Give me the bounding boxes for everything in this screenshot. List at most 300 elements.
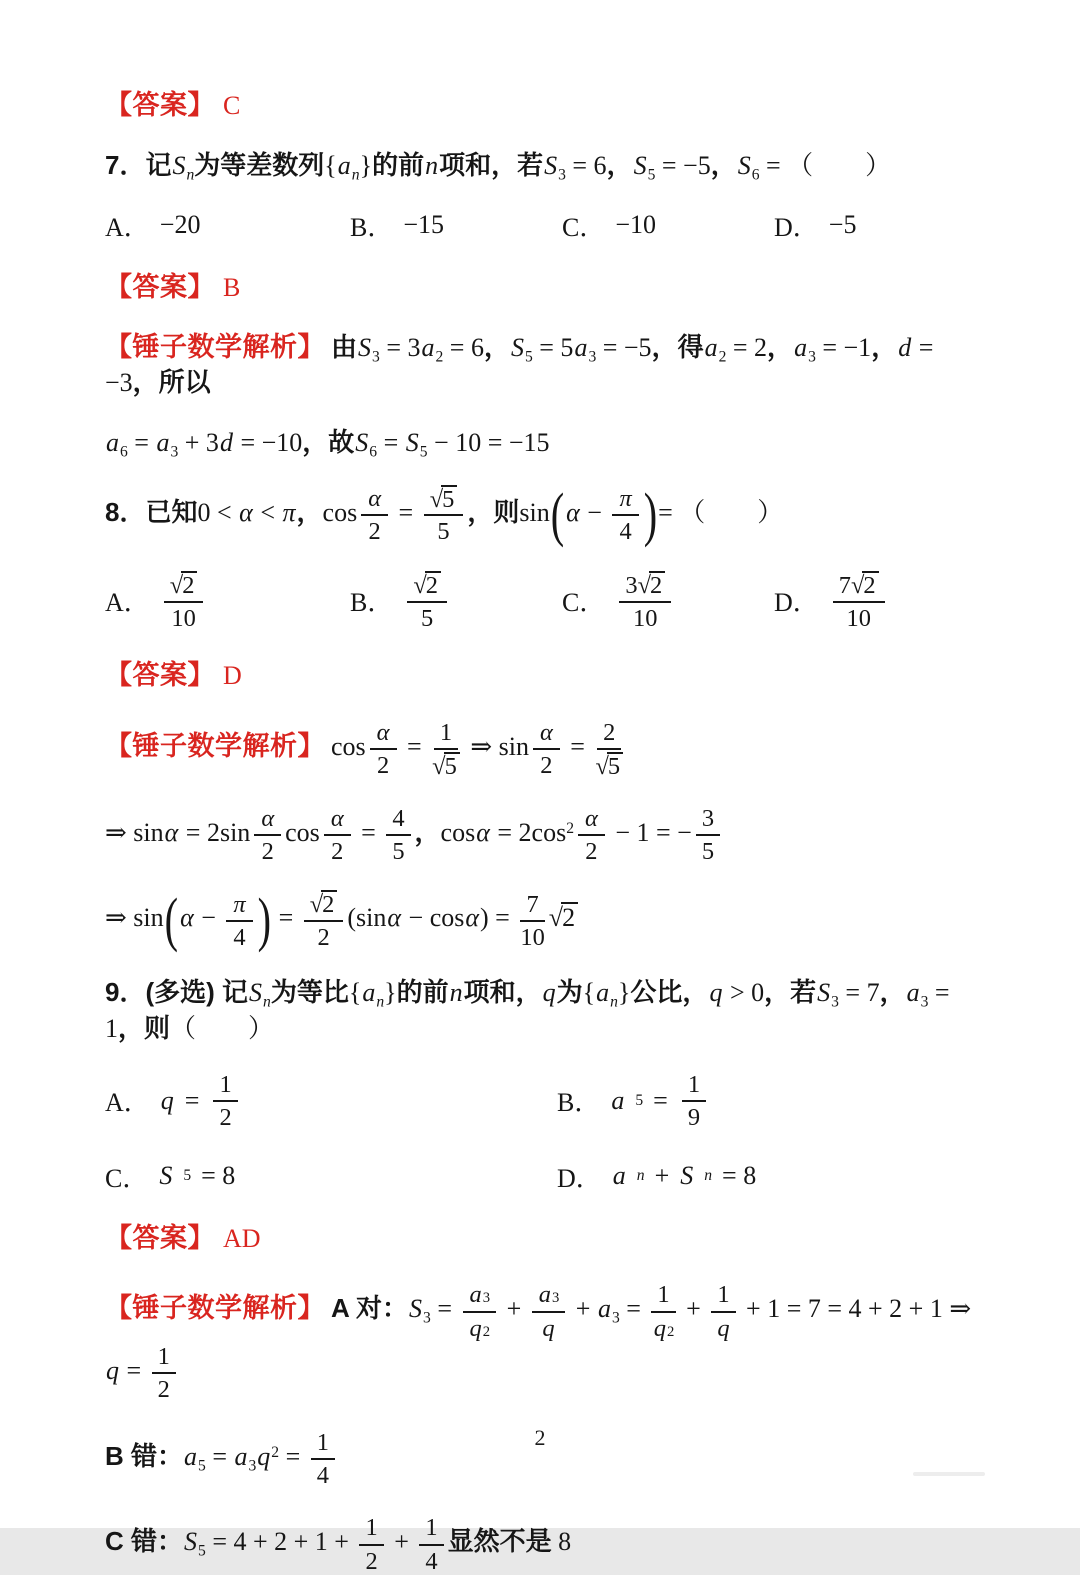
bold-text-run: 7． bbox=[105, 149, 146, 180]
analysis-8-line-3 bbox=[105, 885, 980, 954]
math-variable: a bbox=[538, 1281, 551, 1309]
math-variable: α bbox=[330, 804, 344, 832]
subscript: 5 bbox=[647, 166, 656, 184]
fraction-numerator bbox=[213, 1070, 237, 1102]
math-variable: q bbox=[717, 1314, 730, 1342]
fraction bbox=[361, 484, 388, 546]
analysis-label: 【锤子数学解析】 bbox=[105, 1293, 325, 1324]
fraction bbox=[533, 718, 560, 780]
fraction-denominator bbox=[619, 516, 631, 545]
subscript: n bbox=[610, 993, 618, 1011]
subscript: 3 bbox=[588, 348, 597, 366]
math-variable: π bbox=[619, 484, 632, 512]
option-a bbox=[105, 1070, 557, 1132]
math-variable: q bbox=[709, 978, 723, 1008]
fraction-numerator bbox=[254, 804, 281, 836]
math-text: 1 bbox=[157, 1342, 170, 1370]
analysis-7-line-1 bbox=[105, 330, 980, 401]
math-text: 4 bbox=[619, 518, 632, 546]
analysis-label: 【锤子数学解析】 bbox=[105, 331, 325, 362]
math-text: = bbox=[127, 427, 156, 457]
math-text: 2 bbox=[219, 1104, 232, 1132]
option-letter: C． bbox=[105, 1163, 149, 1193]
math-text: 7 bbox=[838, 571, 851, 599]
radical-icon: √ bbox=[413, 572, 427, 600]
subscript: 5 bbox=[419, 442, 428, 460]
math-variable: n bbox=[425, 150, 439, 180]
document-content bbox=[105, 88, 980, 1575]
analysis-8-line-2 bbox=[105, 804, 980, 866]
fraction-numerator bbox=[361, 484, 388, 516]
math-text: 2 bbox=[365, 1547, 378, 1575]
fraction-denominator bbox=[595, 750, 623, 779]
square-root bbox=[430, 485, 458, 512]
fraction bbox=[359, 1513, 383, 1575]
option-b bbox=[350, 207, 562, 244]
math-text: = bbox=[272, 903, 300, 933]
fraction-numerator bbox=[463, 1280, 497, 1312]
math-text: (sin bbox=[347, 903, 387, 933]
page-number: 2 bbox=[534, 1425, 546, 1450]
text-run: ， bbox=[296, 496, 323, 527]
math-variable: S bbox=[680, 1161, 694, 1191]
math-variable: α bbox=[376, 718, 390, 746]
math-text: 1 bbox=[439, 718, 453, 746]
fraction-denominator bbox=[317, 1460, 329, 1489]
math-text: cos bbox=[285, 817, 320, 847]
fraction bbox=[213, 1070, 237, 1132]
option-b bbox=[557, 1070, 980, 1132]
sqrt-radicand: 2 bbox=[321, 890, 337, 917]
math-text: = bbox=[377, 427, 405, 457]
math-text: cos bbox=[322, 497, 358, 527]
option-b bbox=[350, 570, 562, 632]
page-footer bbox=[0, 1422, 1080, 1452]
math-text: −20 bbox=[159, 210, 201, 240]
math-variable: n bbox=[449, 978, 463, 1008]
analysis-9-line-3 bbox=[105, 1513, 980, 1575]
math-variable: a bbox=[596, 978, 610, 1008]
math-variable: α bbox=[539, 718, 553, 746]
math-text: + bbox=[654, 1161, 670, 1191]
math-text: 1 bbox=[219, 1070, 232, 1098]
fraction-denominator bbox=[425, 1546, 437, 1575]
math-variable: S bbox=[510, 332, 524, 362]
text-run: 公比， bbox=[630, 977, 709, 1008]
math-text: + bbox=[679, 1294, 708, 1324]
fraction-denominator bbox=[317, 922, 329, 951]
math-text: = 1 bbox=[105, 978, 950, 1043]
fraction-numerator bbox=[407, 570, 447, 602]
square-root bbox=[638, 571, 666, 598]
math-text: = bbox=[653, 1085, 668, 1115]
math-text: = （ ） bbox=[759, 150, 892, 180]
math-text: = 6 bbox=[443, 332, 484, 362]
subscript: n bbox=[636, 1167, 645, 1185]
square-root bbox=[432, 752, 460, 779]
question-8 bbox=[105, 479, 980, 548]
fraction-numerator bbox=[651, 1280, 675, 1312]
subscript: 3 bbox=[372, 348, 380, 366]
text-run: ，若 bbox=[764, 977, 817, 1008]
subscript: 2 bbox=[435, 348, 444, 366]
fraction-denominator bbox=[633, 603, 657, 632]
text-run: 记 bbox=[145, 149, 172, 180]
math-text: { bbox=[582, 978, 596, 1008]
subscript: 3 bbox=[611, 1309, 620, 1327]
math-variable: S bbox=[184, 1527, 198, 1557]
fraction-numerator bbox=[682, 1070, 706, 1102]
fraction bbox=[164, 570, 204, 632]
square-root bbox=[851, 571, 879, 598]
math-text: + bbox=[500, 1294, 528, 1324]
subscript: 3 bbox=[482, 1290, 491, 1307]
math-variable: a bbox=[794, 332, 808, 362]
sqrt-radicand: 2 bbox=[649, 571, 665, 598]
math-text: ⇒ sin bbox=[105, 903, 164, 933]
radical-icon: √ bbox=[429, 485, 444, 513]
math-text: 3 bbox=[625, 571, 638, 599]
fraction-numerator bbox=[711, 1280, 735, 1312]
fraction bbox=[711, 1280, 735, 1342]
math-text: 3 bbox=[701, 804, 715, 832]
fraction-numerator bbox=[520, 890, 544, 922]
fraction bbox=[520, 890, 544, 952]
math-variable: a bbox=[574, 332, 588, 362]
math-text: 2 bbox=[540, 752, 553, 780]
radical-icon: √ bbox=[851, 571, 865, 599]
answer-9 bbox=[105, 1221, 980, 1257]
math-text: 2 bbox=[368, 518, 381, 546]
subscript: n bbox=[263, 993, 271, 1011]
math-variable: a bbox=[106, 427, 119, 457]
math-text: （ ） bbox=[170, 1013, 275, 1043]
text-run: C 错： bbox=[105, 1526, 184, 1557]
math-text: = 6 bbox=[565, 150, 607, 180]
math-text: 10 bbox=[633, 604, 658, 632]
math-text: } bbox=[359, 150, 373, 180]
option-a bbox=[105, 570, 350, 632]
square-root bbox=[170, 571, 198, 598]
text-run: 项和， bbox=[463, 977, 542, 1008]
math-text: = bbox=[563, 731, 592, 761]
math-text: − 10 = −15 bbox=[427, 427, 550, 457]
math-text: 2 bbox=[603, 718, 616, 746]
math-variable: a bbox=[337, 150, 351, 180]
fraction bbox=[696, 804, 720, 866]
math-text: 4 bbox=[392, 804, 405, 832]
math-text: −15 bbox=[403, 210, 445, 240]
answer-value: B bbox=[223, 272, 241, 302]
fraction bbox=[578, 804, 605, 866]
answer-8 bbox=[105, 658, 980, 694]
fraction-denominator bbox=[171, 603, 195, 632]
fraction-numerator bbox=[696, 804, 720, 836]
math-variable: d bbox=[219, 427, 233, 457]
math-text: = −1 bbox=[815, 332, 872, 362]
fraction bbox=[254, 804, 281, 866]
fraction-numerator bbox=[578, 804, 605, 836]
math-text: } bbox=[384, 978, 397, 1008]
text-run: ， bbox=[767, 331, 794, 362]
math-text: 1 bbox=[717, 1281, 730, 1309]
math-text: ⇒ sin bbox=[463, 731, 529, 761]
math-text: 1 bbox=[687, 1070, 701, 1098]
math-text: = −10 bbox=[233, 427, 303, 457]
math-text: = 2sin bbox=[179, 817, 251, 847]
fraction-numerator bbox=[359, 1513, 383, 1545]
subscript: n bbox=[351, 166, 360, 184]
fraction-denominator bbox=[365, 1546, 377, 1575]
big-left-paren: ( bbox=[164, 885, 179, 954]
fraction-denominator bbox=[158, 1374, 170, 1403]
math-variable: a bbox=[611, 1085, 625, 1115]
math-text: 2 bbox=[157, 1376, 170, 1404]
fraction-numerator bbox=[424, 484, 464, 516]
text-run: 为等比 bbox=[270, 977, 349, 1008]
fraction-denominator bbox=[369, 516, 381, 545]
fraction-denominator bbox=[585, 836, 597, 865]
math-variable: q bbox=[542, 978, 556, 1008]
text-run: 记 bbox=[222, 977, 249, 1008]
big-right-paren: ) bbox=[257, 885, 272, 954]
math-variable: a bbox=[184, 1441, 198, 1471]
math-variable: a bbox=[234, 1441, 248, 1471]
option-d bbox=[774, 570, 980, 633]
subscript: 2 bbox=[718, 348, 727, 366]
math-text: = bbox=[354, 817, 383, 847]
fraction bbox=[370, 718, 397, 780]
text-run: ，得 bbox=[651, 331, 704, 362]
fraction-numerator bbox=[532, 1280, 566, 1312]
answer-label: 【答案】 bbox=[105, 271, 215, 302]
subscript: 5 bbox=[524, 348, 533, 366]
subscript: 3 bbox=[423, 1309, 431, 1327]
math-text: = bbox=[400, 731, 429, 761]
fraction-numerator bbox=[619, 570, 671, 603]
math-variable: α bbox=[465, 903, 480, 933]
math-text: 2 bbox=[585, 838, 598, 866]
fraction-denominator bbox=[520, 922, 544, 951]
math-text: 8 bbox=[551, 1527, 572, 1557]
square-root bbox=[549, 902, 578, 931]
options-8 bbox=[105, 570, 980, 633]
subscript: 5 bbox=[183, 1167, 192, 1185]
math-text: 1 bbox=[316, 1428, 329, 1456]
math-text: + 3 bbox=[178, 427, 219, 457]
text-run: ， bbox=[710, 149, 737, 180]
math-text: = 7 bbox=[838, 978, 880, 1008]
text-run: ，则 bbox=[118, 1012, 171, 1043]
math-variable: α bbox=[585, 804, 598, 832]
math-text: 2 bbox=[376, 752, 390, 780]
sqrt-radicand: 5 bbox=[444, 752, 460, 779]
superscript: 2 bbox=[666, 1323, 675, 1340]
answer-value: AD bbox=[223, 1223, 261, 1253]
math-variable: α bbox=[164, 817, 179, 847]
fraction bbox=[595, 718, 623, 780]
option-letter: C． bbox=[562, 588, 606, 618]
radical-icon: √ bbox=[548, 903, 564, 933]
fraction-numerator bbox=[434, 718, 458, 750]
math-text: = bbox=[430, 1294, 459, 1324]
math-text: { bbox=[324, 150, 337, 180]
math-text: = bbox=[279, 1441, 307, 1471]
fraction bbox=[324, 804, 351, 866]
math-text: + bbox=[387, 1527, 416, 1557]
options-9-row-2 bbox=[105, 1158, 980, 1195]
option-letter: B． bbox=[350, 588, 394, 618]
math-text: = 2 bbox=[726, 332, 768, 362]
option-letter: D． bbox=[557, 1163, 602, 1193]
fraction-numerator bbox=[304, 889, 344, 921]
subscript: 6 bbox=[120, 442, 128, 460]
math-text: = −5 bbox=[596, 332, 652, 362]
radical-icon: √ bbox=[595, 753, 609, 781]
subscript: 3 bbox=[551, 1290, 560, 1307]
fraction bbox=[304, 889, 344, 951]
fraction-numerator bbox=[833, 570, 885, 603]
option-letter: C． bbox=[562, 212, 606, 242]
math-variable: α bbox=[180, 903, 194, 933]
math-text: = 8 bbox=[722, 1161, 757, 1191]
math-text: 5 bbox=[421, 604, 434, 632]
text-run: 为等差数列 bbox=[194, 149, 325, 180]
option-c bbox=[105, 1158, 557, 1195]
fraction-numerator bbox=[612, 484, 638, 516]
fraction-denominator bbox=[331, 836, 343, 865]
fraction-denominator bbox=[421, 603, 433, 632]
math-text: 10 bbox=[171, 604, 196, 632]
math-text: 4 bbox=[233, 923, 246, 951]
fraction bbox=[386, 804, 410, 866]
sqrt-radicand: 2 bbox=[561, 902, 578, 931]
math-variable: α bbox=[566, 497, 580, 527]
fraction-numerator bbox=[324, 804, 351, 836]
option-c bbox=[562, 207, 774, 244]
math-text: −5 bbox=[828, 210, 857, 240]
answer-value: C bbox=[223, 91, 241, 120]
math-text: ⇒ sin bbox=[105, 817, 164, 847]
text-run: ， bbox=[414, 816, 441, 847]
math-variable: S bbox=[544, 150, 558, 180]
math-text: − bbox=[580, 497, 609, 527]
math-text: ) = bbox=[480, 903, 517, 933]
subscript: 3 bbox=[248, 1456, 257, 1474]
fraction bbox=[432, 718, 460, 780]
math-text: 10 bbox=[846, 604, 871, 632]
math-text: = bbox=[120, 1355, 148, 1385]
subscript: 5 bbox=[198, 1456, 206, 1474]
superscript: 2 bbox=[566, 819, 574, 837]
math-variable: S bbox=[355, 427, 369, 457]
math-variable: a bbox=[704, 332, 718, 362]
math-text: 10 bbox=[520, 923, 545, 951]
fraction bbox=[463, 1280, 497, 1342]
option-d bbox=[557, 1158, 980, 1195]
text-run: ， bbox=[483, 331, 510, 362]
math-text: 2 bbox=[261, 838, 274, 866]
option-a bbox=[105, 207, 350, 244]
math-text: = bbox=[619, 1294, 648, 1324]
text-run: 的前 bbox=[372, 149, 425, 180]
math-variable: q bbox=[257, 1441, 271, 1471]
fraction-denominator bbox=[432, 750, 460, 779]
math-text: > 0 bbox=[723, 978, 765, 1008]
math-text: < bbox=[253, 497, 282, 527]
fraction bbox=[424, 484, 464, 546]
math-text: = −3 bbox=[105, 332, 934, 398]
bold-text-run: 8． bbox=[105, 496, 146, 527]
math-text: = 4 + 2 + 1 + bbox=[205, 1527, 356, 1557]
fraction-denominator bbox=[688, 1102, 700, 1131]
math-variable: q bbox=[106, 1355, 119, 1385]
math-variable: q bbox=[160, 1085, 174, 1115]
option-letter: B． bbox=[350, 212, 394, 242]
math-text: 5 bbox=[701, 838, 715, 866]
subscript: n bbox=[376, 993, 385, 1011]
analysis-7-line-2 bbox=[105, 425, 980, 460]
fraction bbox=[419, 1513, 443, 1575]
math-text: 4 bbox=[316, 1462, 329, 1490]
math-text: 5 bbox=[392, 838, 405, 866]
option-letter: A． bbox=[105, 588, 150, 618]
math-variable: a bbox=[612, 1161, 626, 1191]
math-text: 2 bbox=[317, 923, 330, 951]
math-text: cos bbox=[440, 817, 476, 847]
math-variable: a bbox=[421, 332, 435, 362]
fraction-denominator bbox=[219, 1102, 231, 1131]
fraction bbox=[532, 1280, 566, 1342]
fraction bbox=[619, 570, 671, 633]
math-text: + 1 = 7 = 4 + 2 + 1 ⇒ bbox=[739, 1294, 972, 1324]
fraction-denominator bbox=[702, 836, 714, 865]
answer-6 bbox=[105, 88, 980, 124]
option-c bbox=[562, 570, 774, 633]
math-variable: S bbox=[409, 1294, 423, 1324]
fraction-denominator bbox=[469, 1313, 491, 1342]
fraction-denominator bbox=[437, 516, 449, 545]
math-variable: d bbox=[898, 332, 912, 362]
square-root bbox=[413, 571, 441, 598]
math-text: 4 bbox=[425, 1547, 438, 1575]
math-text: = bbox=[184, 1085, 200, 1115]
math-variable: π bbox=[233, 890, 246, 918]
fraction-denominator bbox=[541, 1313, 555, 1342]
subscript: 3 bbox=[920, 993, 929, 1011]
fraction-numerator bbox=[597, 718, 621, 750]
options-7 bbox=[105, 207, 980, 244]
math-variable: S bbox=[249, 978, 263, 1008]
math-text: = 3 bbox=[379, 332, 421, 362]
text-run: ， bbox=[606, 149, 633, 180]
math-text: = 5 bbox=[532, 332, 574, 362]
fraction bbox=[226, 890, 252, 952]
radical-icon: √ bbox=[637, 571, 651, 599]
sqrt-radicand: 5 bbox=[607, 752, 623, 779]
analysis-label: 【锤子数学解析】 bbox=[105, 730, 325, 761]
math-text: 9 bbox=[687, 1104, 701, 1132]
math-text: = 2cos bbox=[490, 817, 567, 847]
option-letter: B． bbox=[557, 1088, 601, 1118]
answer-value: D bbox=[223, 661, 242, 691]
subscript: 3 bbox=[808, 348, 816, 366]
math-variable: S bbox=[633, 150, 647, 180]
fraction bbox=[407, 570, 447, 632]
fraction-denominator bbox=[716, 1313, 730, 1342]
subscript: n bbox=[704, 1167, 713, 1185]
fraction-numerator bbox=[386, 804, 410, 836]
